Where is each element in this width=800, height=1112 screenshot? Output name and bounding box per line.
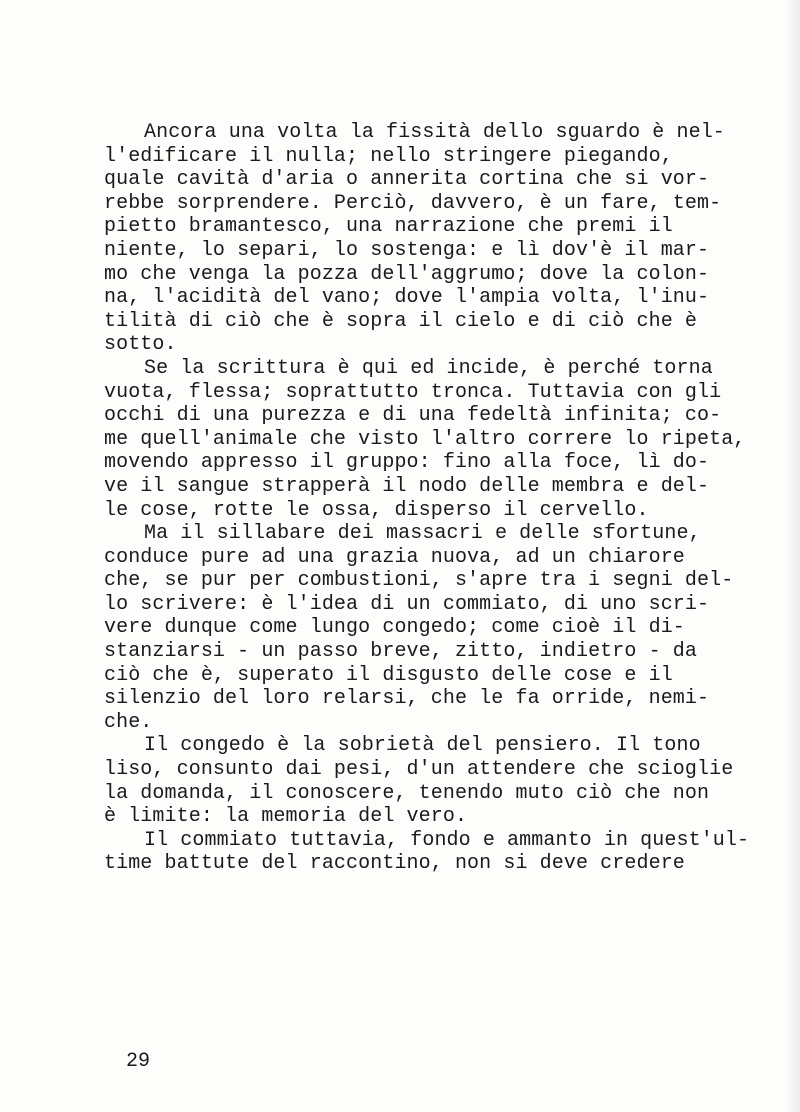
paragraph-first-line: Se la scrittura è qui ed incide, è perché torna xyxy=(144,356,713,380)
body-text xyxy=(104,121,794,876)
text-line: la domanda, il conoscere, tenendo muto ciò che non xyxy=(104,781,710,805)
text-line: mo che venga la pozza dell'aggrumo; dove la colon- xyxy=(104,262,710,286)
paragraph-first-line: Il congedo è la sobrietà del pensiero. Il tono xyxy=(144,734,701,758)
text-line: ciò che è, superato il disgusto delle cose e il xyxy=(104,663,673,687)
text-line: time battute del raccontino, non si deve credere xyxy=(104,852,685,876)
text-line: niente, lo separi, lo sostenga: e lì dov'è il mar- xyxy=(104,238,710,262)
text-line: movendo appresso il gruppo: fino alla foce, lì do- xyxy=(104,451,710,475)
text-line: stanziarsi - un passo breve, zitto, indietro - da xyxy=(104,640,697,664)
paragraph-first-line: Il commiato tuttavia, fondo e ammanto in quest'ul- xyxy=(144,828,750,852)
text-line: conduce pure ad una grazia nuova, ad un chiarore xyxy=(104,545,685,569)
text-line: le cose, rotte le ossa, disperso il cervello. xyxy=(104,498,649,522)
text-line: l'edificare il nulla; nello stringere piegando, xyxy=(104,144,673,168)
text-line: quale cavità d'aria o annerita cortina che si vor- xyxy=(104,168,710,192)
text-line: che, se pur per combustioni, s'apre tra i segni del- xyxy=(104,569,734,593)
text-line: na, l'acidità del vano; dove l'ampia volta, l'inu- xyxy=(104,286,710,310)
text-line: silenzio del loro relarsi, che le fa orride, nemi- xyxy=(104,687,710,711)
text-line: lo scrivere: è l'idea di un commiato, di uno scri- xyxy=(104,592,710,616)
text-line: vere dunque come lungo congedo; come cioè il di- xyxy=(104,616,685,640)
text-line: ve il sangue strapperà il nodo delle membra e del- xyxy=(104,474,710,498)
text-line: tilità di ciò che è sopra il cielo e di ciò che è xyxy=(104,309,697,333)
text-line: è limite: la memoria del vero. xyxy=(104,805,468,829)
text-line: che. xyxy=(104,710,153,734)
text-line: me quell'animale che visto l'altro correre lo ripeta, xyxy=(104,427,746,451)
paragraph-first-line: Ma il sillabare dei massacri e delle sfortune, xyxy=(144,522,701,546)
text-line: rebbe sorprendere. Perciò, davvero, è un fare, tem- xyxy=(104,191,722,215)
text-line: liso, consunto dai pesi, d'un attendere che scioglie xyxy=(104,758,734,782)
paragraph-first-line: Ancora una volta la fissità dello sguardo è nel- xyxy=(144,121,725,144)
text-line: sotto. xyxy=(104,333,177,357)
text-line: occhi di una purezza e di una fedeltà infinita; co- xyxy=(104,404,722,428)
page-number: 29 xyxy=(126,1050,151,1073)
text-line: vuota, flessa; soprattutto tronca. Tuttavia con gli xyxy=(104,380,722,404)
text-line: pietto bramantesco, una narrazione che premi il xyxy=(104,215,673,239)
